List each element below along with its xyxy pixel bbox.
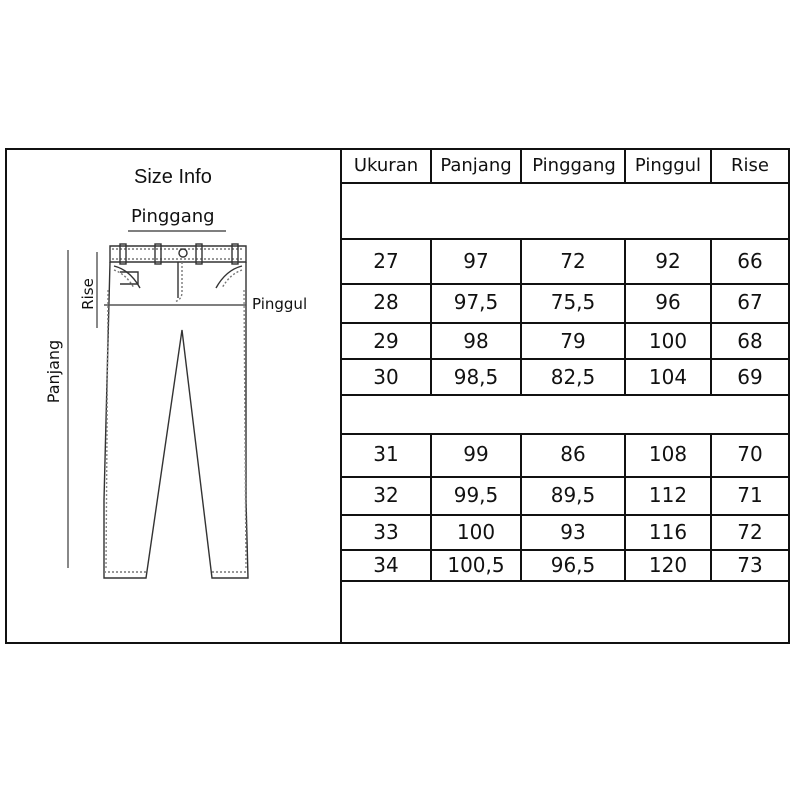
- cell-pinggul: 96: [655, 290, 681, 314]
- cell-pinggang: 82,5: [550, 365, 596, 389]
- cell-pinggang: 86: [560, 442, 586, 466]
- pinggang-label: Pinggang: [131, 206, 215, 227]
- cell-panjang: 97,5: [453, 290, 499, 314]
- group-rule: [340, 433, 790, 435]
- cell-pinggul: 104: [648, 365, 688, 389]
- cell-rise: 68: [737, 329, 763, 353]
- cell-pinggul: 112: [648, 483, 688, 507]
- cell-ukuran: 34: [373, 553, 399, 577]
- cell-ukuran: 30: [373, 365, 399, 389]
- header-rule: [340, 182, 790, 184]
- header-col-rule: [624, 148, 626, 182]
- group-rule: [340, 394, 790, 396]
- cell-panjang: 97: [463, 249, 489, 273]
- cell-pinggang: 75,5: [550, 290, 596, 314]
- cell-pinggul: 120: [648, 553, 688, 577]
- row-rule: [340, 283, 790, 285]
- panjang-label: Panjang: [44, 339, 64, 404]
- header-col-rule: [430, 148, 432, 182]
- cell-pinggul: 92: [655, 249, 681, 273]
- cell-ukuran: 28: [373, 290, 399, 314]
- header-col-rule: [520, 148, 522, 182]
- cell-ukuran: 31: [373, 442, 399, 466]
- row-rule: [340, 322, 790, 324]
- cell-ukuran: 27: [373, 249, 399, 273]
- cell-pinggul: 116: [648, 520, 688, 544]
- cell-pinggang: 96,5: [550, 553, 596, 577]
- cell-pinggang: 72: [560, 249, 586, 273]
- cell-rise: 73: [737, 553, 763, 577]
- row-rule: [340, 514, 790, 516]
- row-rule: [340, 549, 790, 551]
- cell-rise: 71: [737, 483, 763, 507]
- header-col-rule: [710, 148, 712, 182]
- cell-pinggang: 93: [560, 520, 586, 544]
- cell-pinggul: 100: [648, 329, 688, 353]
- cell-rise: 69: [737, 365, 763, 389]
- header-panjang: Panjang: [440, 155, 512, 176]
- cell-pinggang: 89,5: [550, 483, 596, 507]
- cell-ukuran: 29: [373, 329, 399, 353]
- cell-rise: 70: [737, 442, 763, 466]
- cell-rise: 67: [737, 290, 763, 314]
- cell-pinggul: 108: [648, 442, 688, 466]
- rise-label: Rise: [78, 278, 97, 310]
- cell-panjang: 99,5: [453, 483, 499, 507]
- cell-panjang: 100: [456, 520, 496, 544]
- pinggul-label: Pinggul: [252, 295, 308, 313]
- jeans-diagram-icon: [0, 200, 340, 600]
- cell-rise: 66: [737, 249, 763, 273]
- header-pinggul: Pinggul: [634, 155, 702, 176]
- cell-panjang: 98,5: [453, 365, 499, 389]
- cell-pinggang: 79: [560, 329, 586, 353]
- header-rise: Rise: [731, 155, 769, 176]
- row-rule: [340, 476, 790, 478]
- cell-rise: 72: [737, 520, 763, 544]
- size-info-title: Size Info: [134, 166, 212, 188]
- header-pinggang: Pinggang: [532, 155, 616, 176]
- group-rule: [340, 580, 790, 582]
- cell-panjang: 98: [463, 329, 489, 353]
- cell-ukuran: 32: [373, 483, 399, 507]
- header-ukuran: Ukuran: [353, 155, 419, 176]
- row-rule: [340, 358, 790, 360]
- cell-ukuran: 33: [373, 520, 399, 544]
- cell-panjang: 99: [463, 442, 489, 466]
- group-rule: [340, 238, 790, 240]
- cell-panjang: 100,5: [447, 553, 505, 577]
